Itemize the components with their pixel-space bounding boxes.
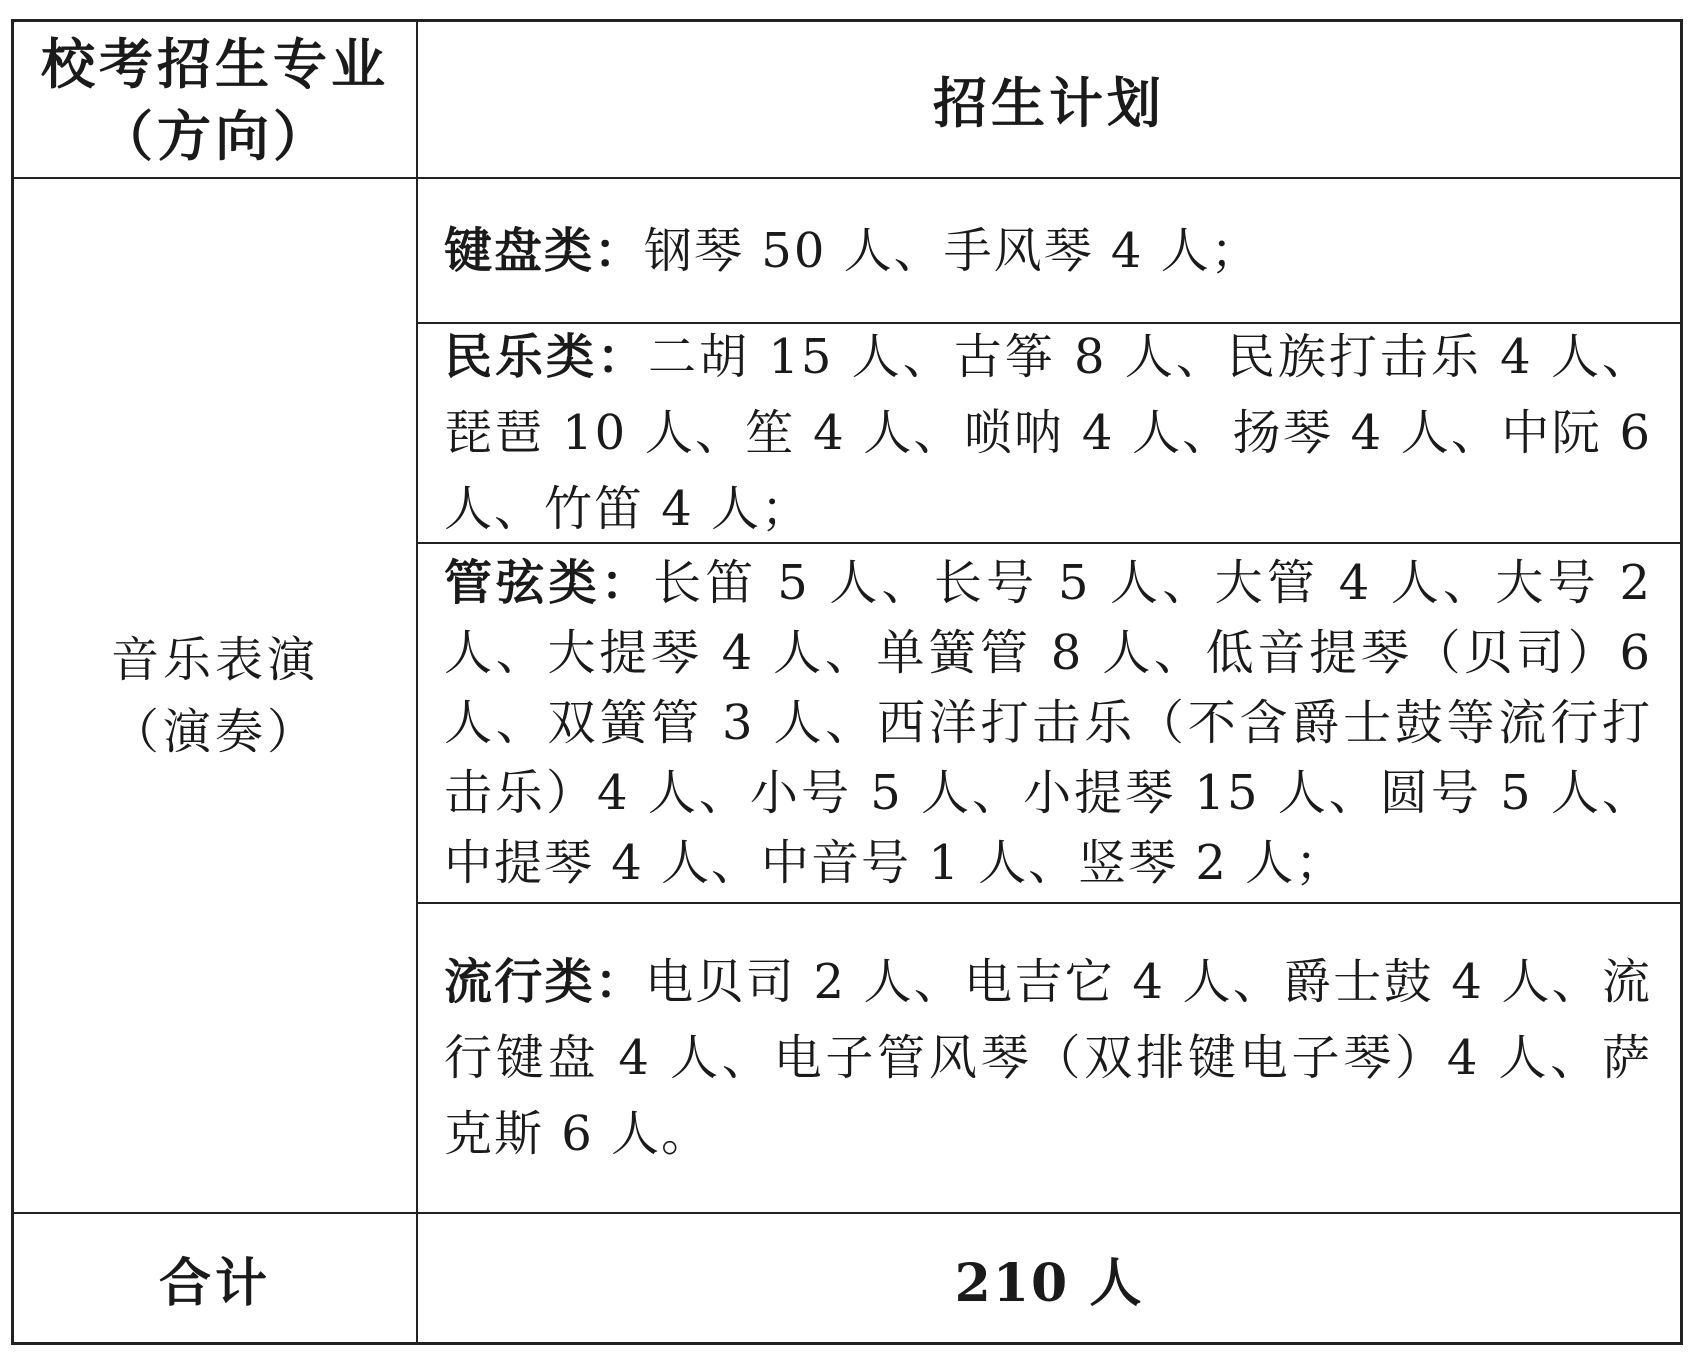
row-divider <box>14 1212 1680 1214</box>
header-major-cell <box>14 22 416 177</box>
header-major-subtitle: （方向） <box>99 103 331 168</box>
total-value-cell <box>418 1215 1680 1342</box>
category-orchestral <box>418 544 1680 902</box>
category-text: 长笛 5 人、长号 5 人、大管 4 人、大号 2 人、大提琴 4 人、单簧管 8 人、低音提琴（贝司）6 人、双簧管 3 人、西洋打击乐（不含爵士鼓等流行打击乐）4 人、小号 5 人、小提琴 15 人、圆号 5 人、中提琴 4 人、中音号 1 人、竖琴 2 人； <box>444 555 1652 891</box>
category-text: 电贝司 2 人、电吉它 4 人、爵士鼓 4 人、流行键盘 4 人、电子管风琴（双排键电子琴）4 人、萨克斯 6 人。 <box>444 954 1652 1162</box>
major-direction: （演奏） <box>110 703 319 760</box>
header-plan-title: 招生计划 <box>933 71 1165 135</box>
category-name: 管弦类： <box>444 555 654 611</box>
total-label: 合计 <box>158 1253 271 1314</box>
category-name: 键盘类： <box>444 222 645 279</box>
category-pop <box>418 904 1680 1212</box>
major-name: 音乐表演 <box>110 631 319 688</box>
category-text: 钢琴 50 人、手风琴 4 人； <box>644 222 1261 279</box>
category-text: 二胡 15 人、古筝 8 人、民族打击乐 4 人、琵琶 10 人、笙 4 人、唢呐 4 人、扬琴 4 人、中阮 6 人、竹笛 4 人； <box>444 329 1652 537</box>
category-name: 民乐类： <box>444 329 649 385</box>
category-folk <box>418 324 1680 542</box>
category-keyboard <box>418 179 1680 322</box>
major-cell <box>14 179 416 1212</box>
total-label-cell <box>14 1215 416 1342</box>
enrollment-plan-table <box>11 19 1683 1345</box>
total-value: 210 人 <box>954 1253 1144 1314</box>
header-plan-cell <box>418 22 1680 177</box>
category-name: 流行类： <box>444 954 646 1010</box>
header-major-title: 校考招生专业 <box>41 31 389 96</box>
